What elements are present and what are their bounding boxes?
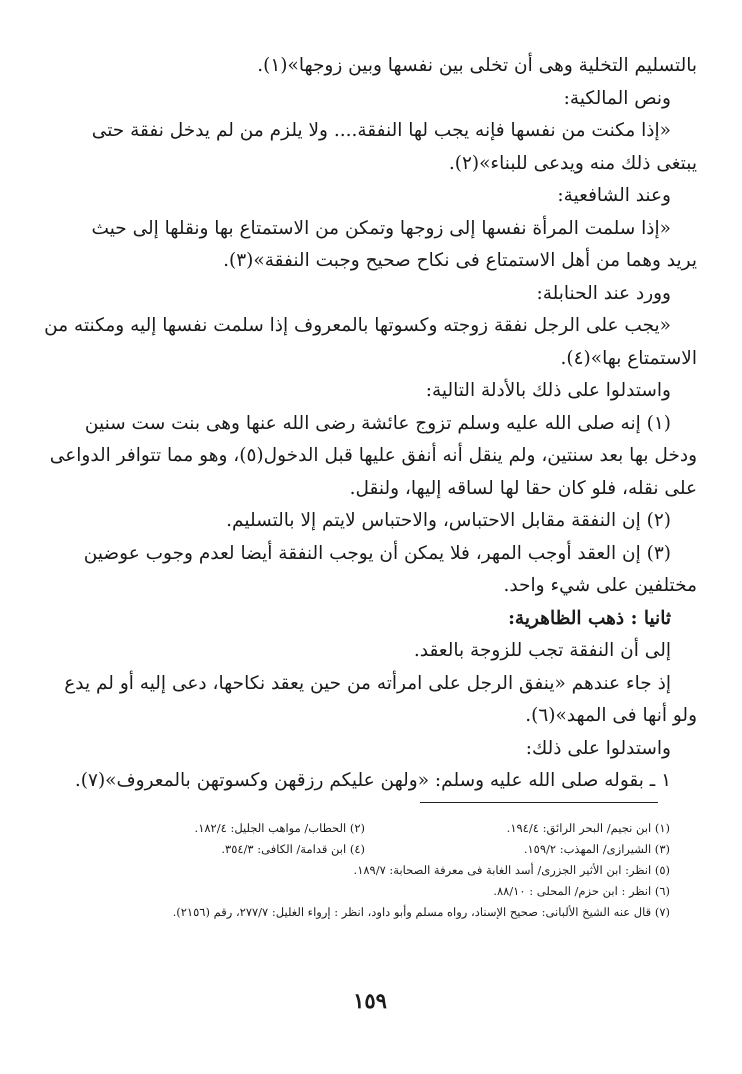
footnote-7: (٧) قال عنه الشيخ الألبانى: صحيح الإسناد، رواه مسلم وأبو داود، انظر : إرواء الغليل: ٢٧٧/٧، رقم (٢١٥٦). [172, 905, 670, 919]
body-line-6: «إذا سلمت المرأة نفسها إلى زوجها وتمكن من الاستمتاع بها ونقلها إلى حيث [91, 217, 671, 239]
footnote-6: (٦) انظر : ابن حزم/ المحلى : ٨٨/١٠. [493, 884, 670, 898]
footnote-3: (٣) الشيرازى/ المهذب: ١٥٩/٢. [523, 842, 670, 856]
body-line-14: على نقله، فلو كان حقا لها لساقه إليها، ولنقل. [349, 477, 697, 499]
body-text [44, 50, 697, 798]
footnote-5: (٥) انظر: ابن الأثير الجزرى/ أسد الغابة فى معرفة الصحابة: ١٨٩/٧. [353, 863, 670, 877]
footnote-2: (٢) الحطاب/ مواهب الجليل: ١٨٢/٤. [194, 821, 365, 835]
body-line-11: واستدلوا على ذلك بالأدلة التالية: [425, 380, 671, 401]
body-line-22: واستدلوا على ذلك: [525, 737, 671, 759]
body-line-7: يريد وهما من أهل الاستمتاع فى نكاح صحيح وجبت النفقة»(٣). [223, 250, 697, 271]
body-line-12: (١) إنه صلى الله عليه وسلم تزوج عائشة رضى الله عنها وهى بنت ست سنين [84, 412, 671, 434]
footnote-4: (٤) ابن قدامة/ الكافى: ٣٥٤/٣. [221, 842, 365, 856]
body-line-3: «إذا مكنت من نفسها فإنه يجب لها النفقة.... ولا يلزم من لم يدخل نفقة حتى [91, 120, 671, 141]
body-line-1: بالتسليم التخلية وهى أن تخلى بين نفسها وبين زوجها»(١). [257, 55, 697, 76]
body-line-16: (٣) إن العقد أوجب المهر، فلا يمكن أن يوجب النفقة أيضا لعدم وجوب عوضين [83, 542, 671, 564]
body-line-20: إذ جاء عندهم «ينفق الرجل على امرأته من حين يعقد نكاحها، دعى إليه أو لم يدع [64, 672, 671, 694]
body-line-19: إلى أن النفقة تجب للزوجة بالعقد. [413, 640, 671, 661]
footnotes [95, 818, 670, 923]
footnote-1: (١) ابن نجيم/ البحر الرائق: ١٩٤/٤. [506, 821, 670, 835]
page-number: ١٥٩ [353, 988, 387, 1013]
footnote-row-1 [95, 818, 670, 839]
body-line-23: ١ ـ بقوله صلى الله عليه وسلم: «ولهن عليكم رزقهن وكسوتهن بالمعروف»(٧). [74, 770, 671, 791]
body-line-2: ونص المالكية: [563, 87, 671, 109]
body-line-8: وورد عند الحنابلة: [536, 282, 671, 304]
body-line-5: وعند الشافعية: [557, 185, 671, 206]
body-line-17: مختلفين على شيء واحد. [503, 575, 697, 596]
body-line-15: (٢) إن النفقة مقابل الاحتباس، والاحتباس لايتم إلا بالتسليم. [226, 510, 671, 531]
footnote-separator [420, 802, 658, 803]
body-line-13: ودخل بها بعد سنتين، ولم ينقل أنه أنفق عليها قبل الدخول(٥)، وهو مما تتوافر الدواعى [49, 445, 697, 466]
body-line-21: ولو أنها فى المهد»(٦). [525, 705, 697, 726]
body-line-10: الاستمتاع بها»(٤). [560, 347, 697, 369]
footnote-row-2 [95, 839, 670, 860]
section-heading: ثانيا : ذهب الظاهرية: [508, 607, 671, 629]
body-line-9: «يجب على الرجل نفقة زوجته وكسوتها بالمعروف إذا سلمت نفسها إليه ومكنته من [44, 315, 671, 336]
body-line-4: يبتغى ذلك منه ويدعى للبناء»(٢). [448, 152, 697, 174]
